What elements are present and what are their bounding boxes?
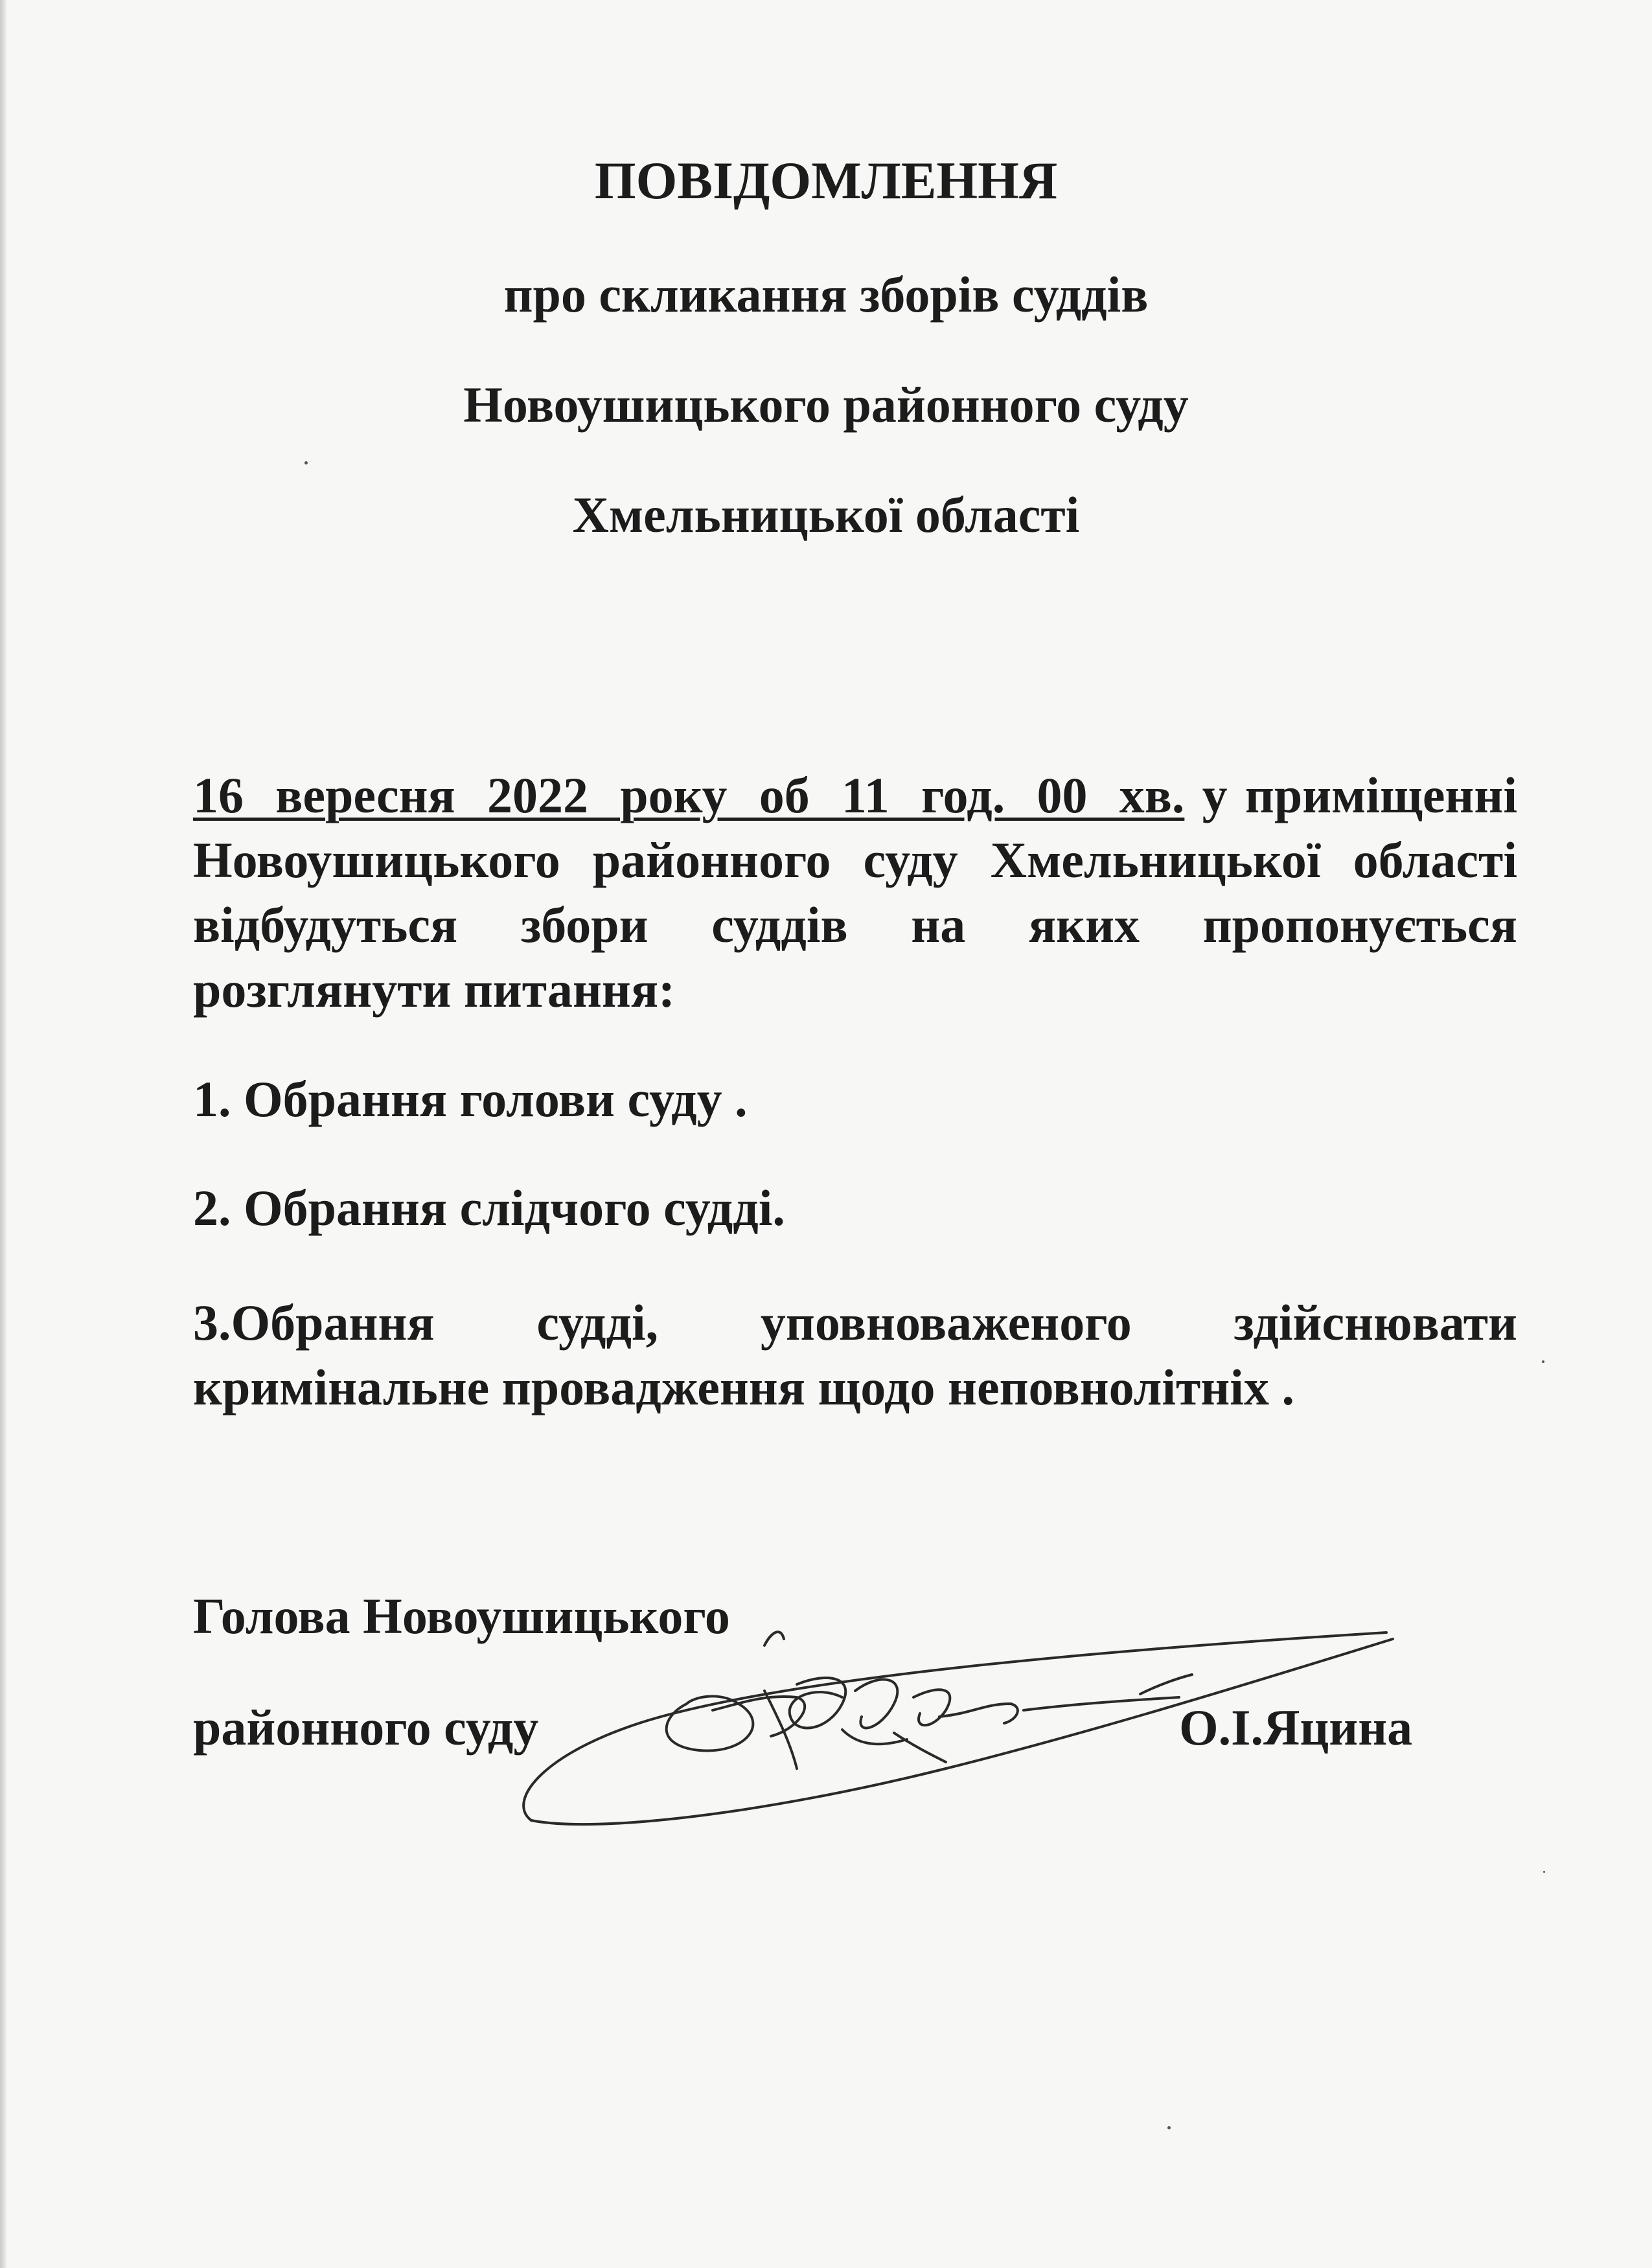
signatory-name: О.І.Яцина — [1179, 1699, 1413, 1756]
scan-speck — [1542, 1360, 1544, 1363]
scan-speck — [1543, 1871, 1545, 1873]
scan-speck — [304, 461, 308, 464]
scan-edge-shadow — [0, 0, 6, 2268]
subtitle-line-1: про скликання зборів суддів — [503, 266, 1149, 323]
signatory-position-line-2: районного суду — [193, 1699, 539, 1756]
document-title: ПОВІДОМЛЕННЯ — [594, 151, 1058, 210]
notice-text: у приміщенні Новоушицького районного суду Хмельницької області відбудуться збори суддів на яких пропонується розглянути питання: — [193, 767, 1517, 1018]
notice-paragraph — [193, 763, 1517, 1022]
scan-speck — [1167, 2126, 1171, 2129]
agenda-item-2: 2. Обрання слідчого судді. — [193, 1180, 785, 1236]
meeting-date-time: 16 вересня 2022 року об 11 год. 00 хв. — [193, 767, 1185, 823]
signatory-position-line-1: Голова Новоушицького — [193, 1588, 730, 1644]
agenda-item-3: 3.Обрання судді, уповноваженого здійснювати кримінальне провадження щодо неповнолітніх . — [193, 1294, 1517, 1415]
subtitle-line-2: Новоушицького районного суду — [463, 376, 1189, 433]
handwritten-signature — [492, 1607, 1425, 1840]
agenda-item-1: 1. Обрання голови суду . — [193, 1071, 748, 1127]
subtitle-line-3: Хмельницької області — [572, 487, 1080, 543]
